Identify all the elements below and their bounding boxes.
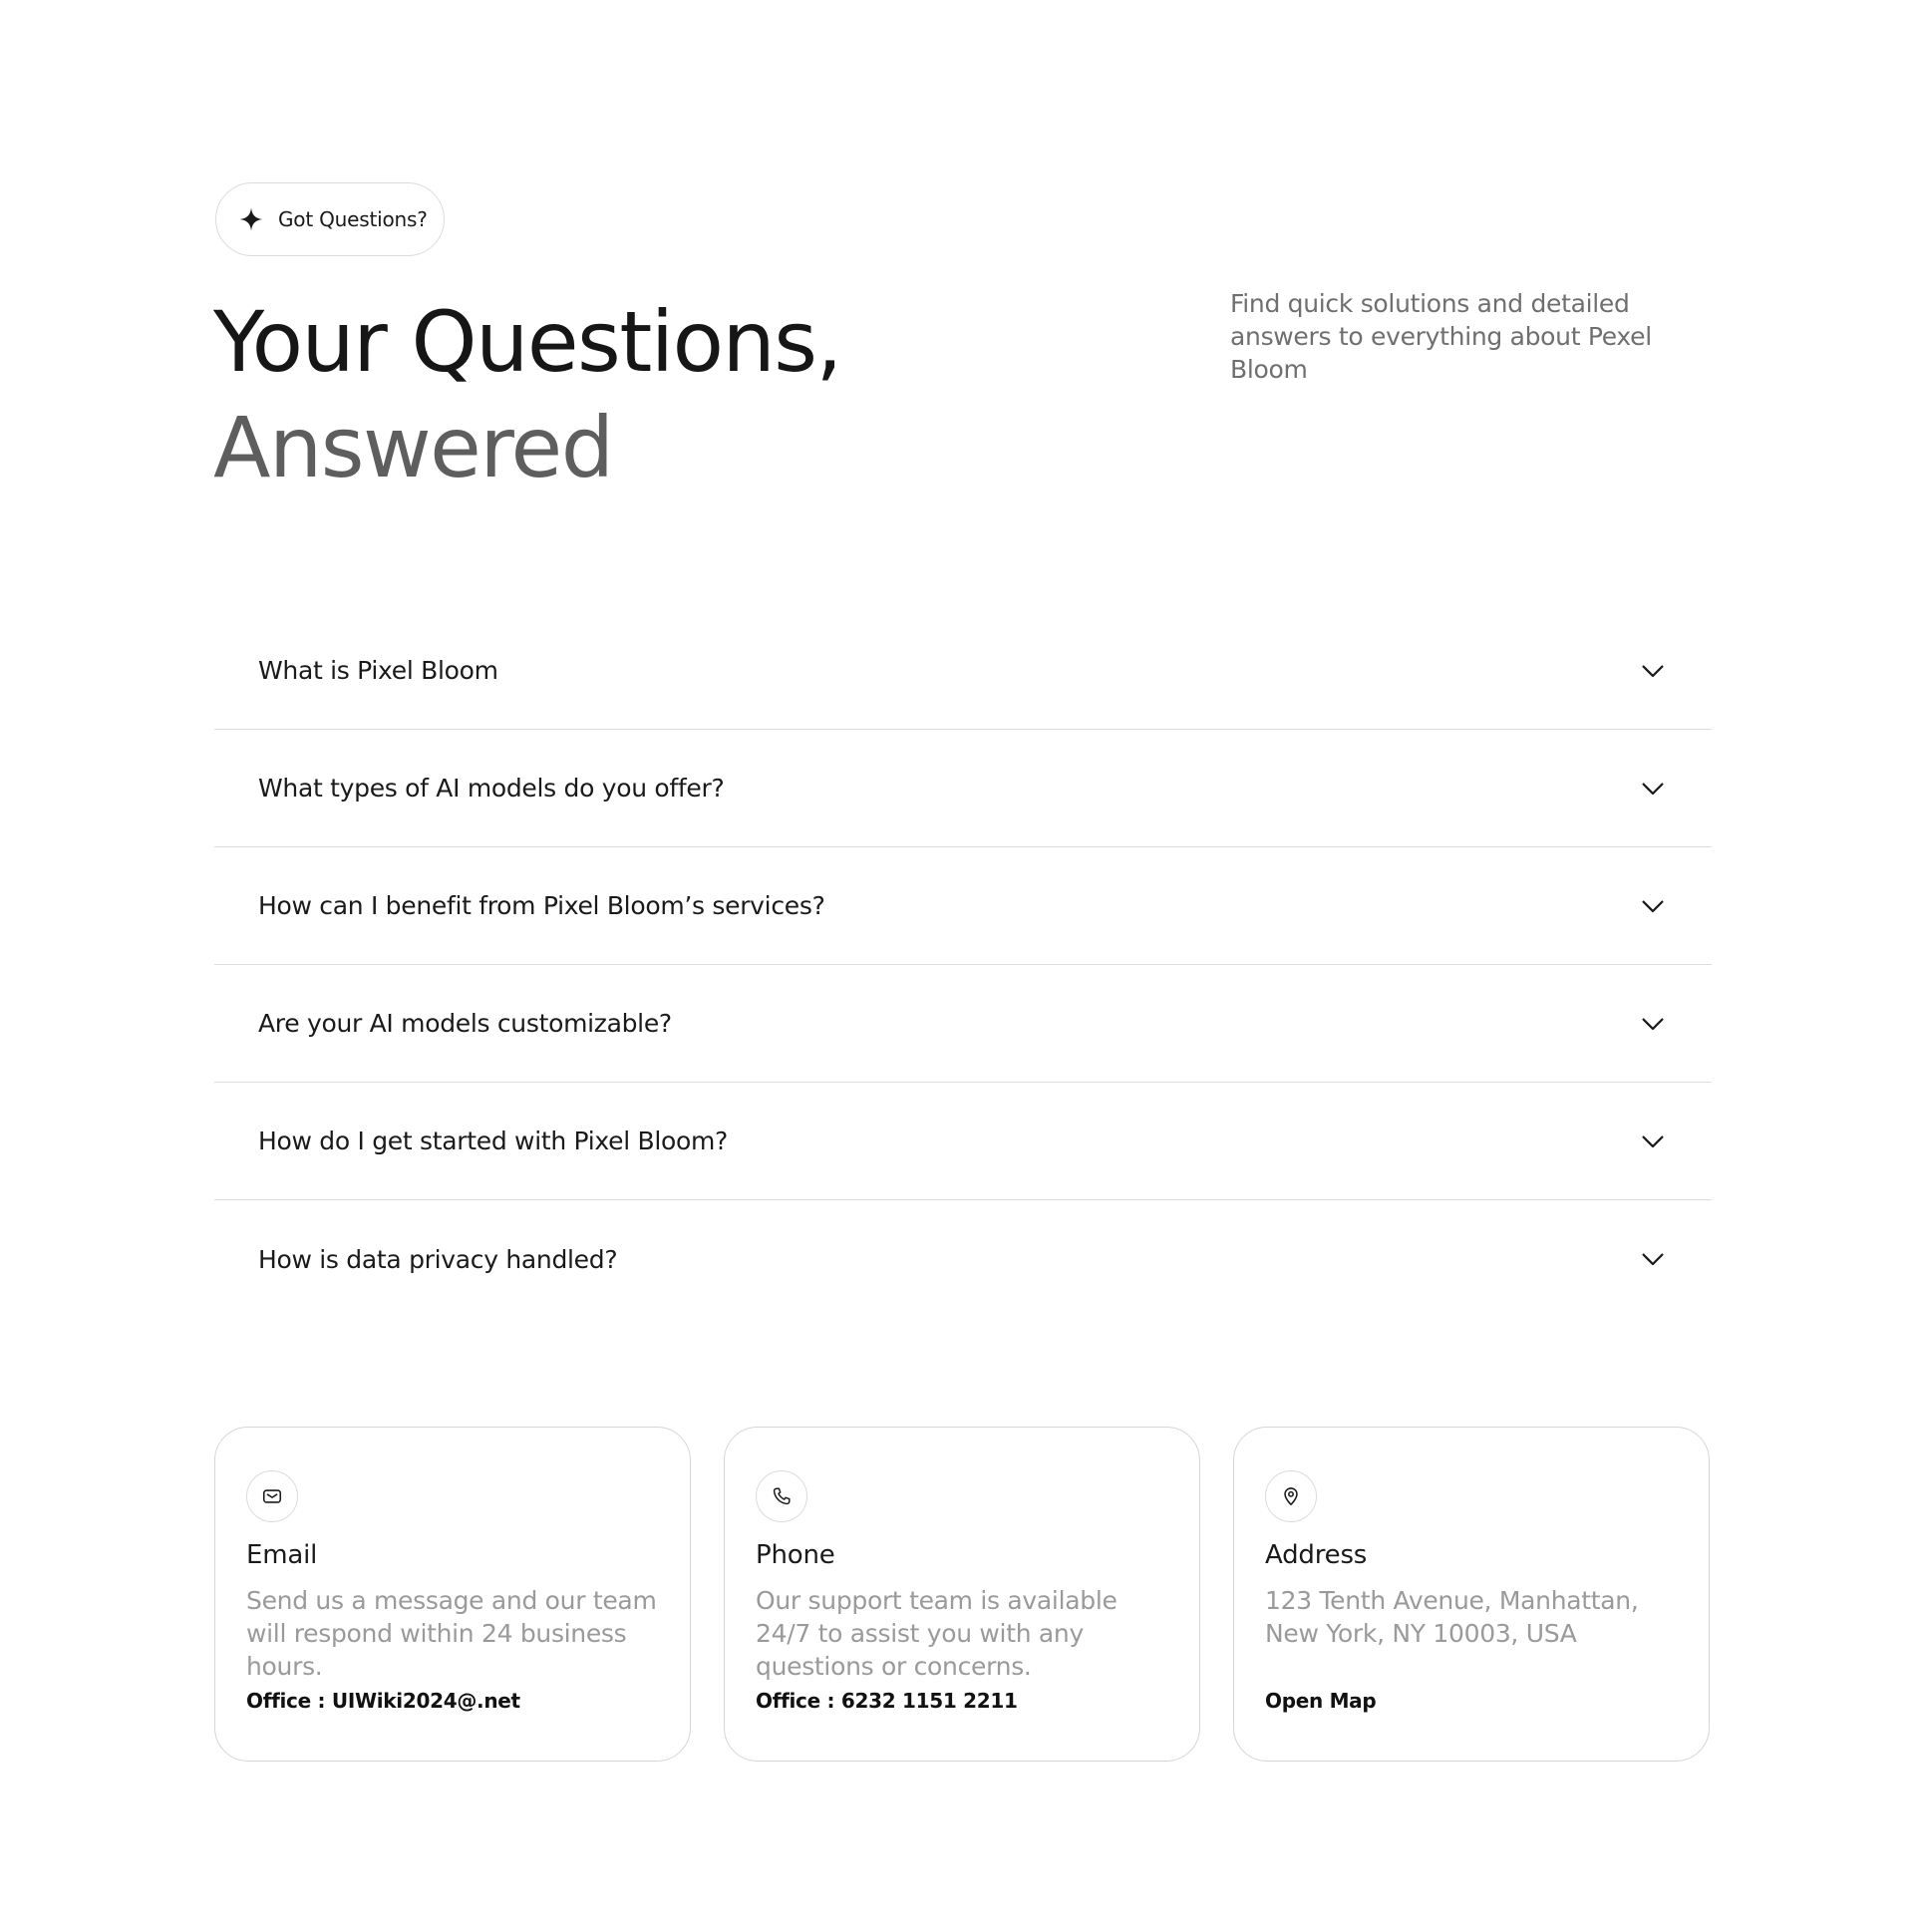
chevron-down-icon[interactable] [1638, 891, 1668, 921]
email-link[interactable]: Office : UIWiki2024@.net [246, 1689, 520, 1713]
faq-question: What is Pixel Bloom [258, 656, 498, 685]
chevron-down-icon[interactable] [1638, 1244, 1668, 1274]
card-title: Phone [756, 1540, 835, 1570]
card-description: Send us a message and our team will respond within 24 business hours. [246, 1586, 657, 1681]
map-pin-icon [1280, 1485, 1302, 1507]
faq-item[interactable] [214, 612, 1712, 730]
card-title: Address [1265, 1540, 1368, 1570]
address-card [1233, 1427, 1710, 1762]
card-title: Email [246, 1540, 318, 1570]
faq-item[interactable] [214, 965, 1712, 1083]
chevron-down-icon[interactable] [1638, 1127, 1668, 1156]
phone-icon [771, 1485, 793, 1507]
faq-item[interactable] [214, 847, 1712, 965]
mail-icon [261, 1485, 283, 1507]
open-map-link[interactable]: Open Map [1265, 1689, 1377, 1713]
faq-accordion [214, 612, 1712, 1318]
faq-item[interactable] [214, 1200, 1712, 1318]
faq-question: How can I benefit from Pixel Bloom’s services? [258, 891, 825, 920]
email-icon-badge [246, 1470, 298, 1522]
phone-icon-badge [756, 1470, 807, 1522]
faq-question: What types of AI models do you offer? [258, 774, 725, 803]
card-description: 123 Tenth Avenue, Manhattan, New York, NY 10003, USA [1265, 1586, 1639, 1648]
faq-item[interactable] [214, 1083, 1712, 1200]
phone-card [724, 1427, 1200, 1762]
faq-question: How do I get started with Pixel Bloom? [258, 1127, 729, 1155]
contact-cards [214, 1427, 1712, 1762]
address-icon-badge [1265, 1470, 1317, 1522]
faq-question: How is data privacy handled? [258, 1244, 618, 1274]
chevron-down-icon[interactable] [1638, 656, 1668, 686]
chevron-down-icon[interactable] [1638, 1009, 1668, 1039]
badge-label: Got Questions? [278, 207, 428, 231]
card-description: Our support team is available 24/7 to assist you with any questions or concerns. [756, 1586, 1117, 1681]
page-title-line-1: Your Questions, [213, 293, 841, 391]
sparkle-icon [238, 206, 264, 232]
faq-question: Are your AI models customizable? [258, 1009, 672, 1038]
page-subtitle: Find quick solutions and detailed answers to everything about Pexel Bloom [1230, 289, 1652, 384]
email-card [214, 1427, 691, 1762]
chevron-down-icon[interactable] [1638, 774, 1668, 804]
faq-item[interactable] [214, 730, 1712, 847]
phone-link[interactable]: Office : 6232 1151 2211 [756, 1689, 1018, 1713]
page-title-line-2: Answered [213, 399, 613, 496]
got-questions-badge [215, 182, 445, 256]
page-title [213, 289, 841, 500]
